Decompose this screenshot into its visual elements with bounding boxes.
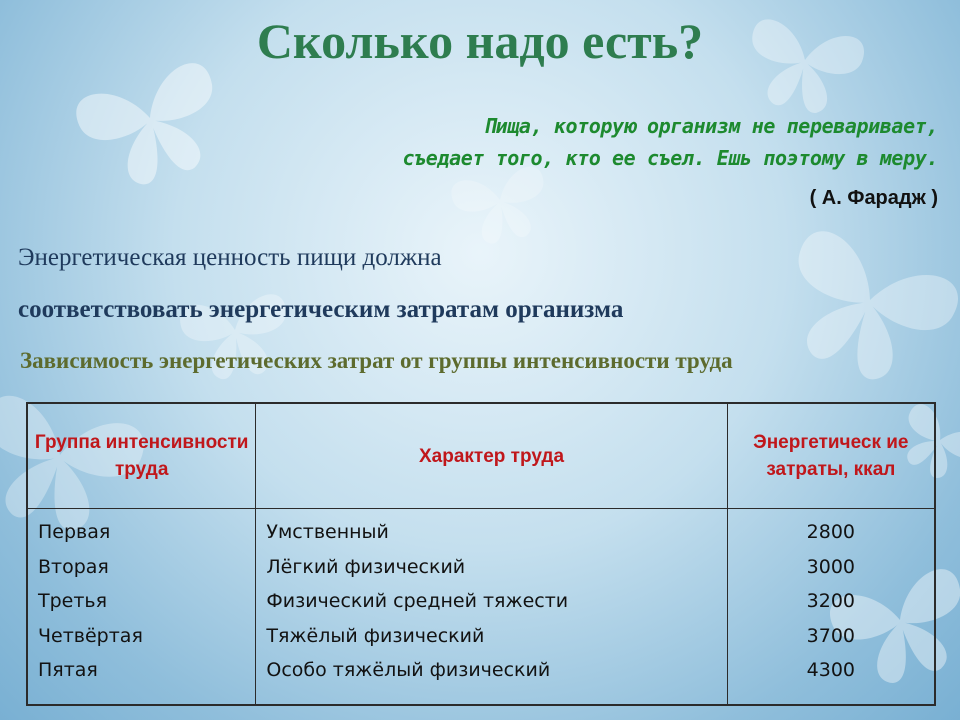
butterfly-icon <box>449 164 554 250</box>
kind-cell: Лёгкий физический <box>266 555 466 578</box>
energy-cell: 3700 <box>806 624 856 647</box>
energy-table <box>26 402 936 706</box>
group-cell: Вторая <box>38 555 109 578</box>
kind-cell: Тяжёлый физический <box>266 624 485 647</box>
group-column <box>27 509 256 706</box>
group-cell: Пятая <box>38 659 98 681</box>
butterfly-icon <box>765 225 960 400</box>
kind-cell: Физический средней тяжести <box>266 590 569 612</box>
body-text-line: Энергетическая ценность пищи должна <box>18 244 442 271</box>
energy-cell: 4300 <box>806 659 856 681</box>
epigraph-author: ( А. Фарадж ) <box>809 187 938 209</box>
group-cell: Четвёртая <box>38 624 143 647</box>
energy-column <box>727 509 935 706</box>
kind-column <box>256 509 727 706</box>
page-title: Сколько надо есть? <box>256 13 704 69</box>
group-cell: Первая <box>38 521 111 543</box>
table-header-row <box>27 403 935 509</box>
body-text-line: соответствовать энергетическим затратам организма <box>18 296 624 323</box>
header-group: Группа интенсивности труда <box>27 403 256 509</box>
kind-cell: Умственный <box>266 521 389 543</box>
epigraph-line: Пища, которую организм не переваривает, <box>484 114 938 138</box>
energy-cell: 3200 <box>806 590 856 612</box>
epigraph-line: съедает того, кто ее съел. Ешь поэтому в меру. <box>402 146 938 170</box>
energy-cell: 2800 <box>806 521 856 543</box>
kind-cell: Особо тяжёлый физический <box>266 659 551 681</box>
energy-cell: 3000 <box>806 555 856 578</box>
header-energy: Энергетическ ие затраты, ккал <box>727 403 935 509</box>
epigraph <box>138 110 938 174</box>
group-cell: Третья <box>38 590 108 612</box>
table-body-row <box>27 509 935 706</box>
table-caption: Зависимость энергетических затрат от группы интенсивности труда <box>20 348 733 373</box>
header-kind: Характер труда <box>256 403 727 509</box>
